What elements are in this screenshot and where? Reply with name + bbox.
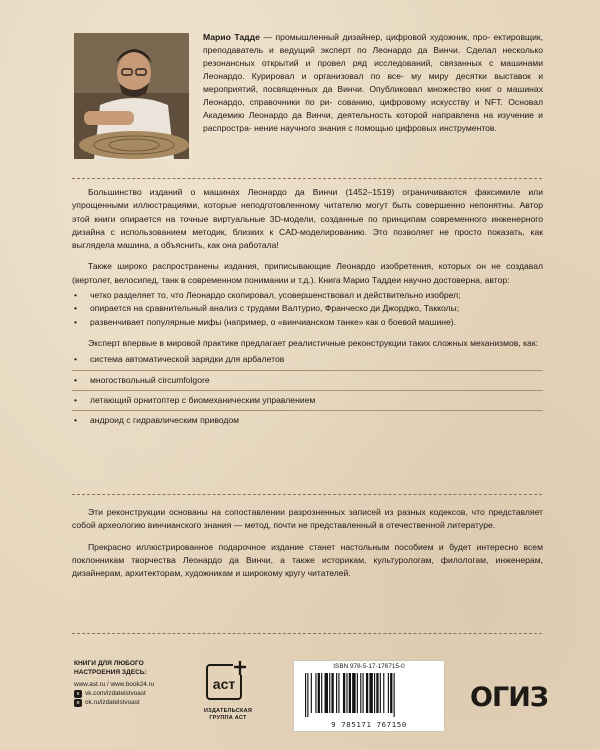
paragraph: Большинство изданий о машинах Леонардо да Винчи (1452–1519) ограничиваются факсимиле или упрощенными иллюстрациями, которые неподготовленному читателю могут быть совершенно непонятны. Автор этой книги опирается на точные виртуальные 3D-модели, созданные по принципам современного инженерного дизайна с использованием методик, близких к CAD-моделированию. Это позволяет не просто показать, как выглядела машина, а объяснить, как она работала! [72, 187, 543, 251]
isbn-label: ISBN 978-5-17-176715-0 [333, 663, 405, 670]
ok-link[interactable] [74, 698, 214, 707]
vk-icon: v [74, 690, 82, 698]
ok-text[interactable]: ok.ru/izdatelstvoast [85, 699, 140, 706]
vk-text[interactable]: vk.com/izdatelstvoast [85, 690, 146, 697]
ogiz-logo-text: ОГИЗ [470, 682, 548, 713]
publisher-name-line: ГРУППА АСТ [209, 715, 247, 721]
list-item: • летающий орнитоптер с биомеханическим управлением [72, 394, 543, 411]
vk-link[interactable] [74, 689, 214, 698]
author-bio-line: нение научного знания с помощью цифровых инструментов. [254, 123, 497, 133]
paragraph: Эти реконструкции основаны на сопоставлении разрозненных записей из разных кодексов, что представляет собой археологию винчианского знания — метод, почти не представленный в отечественной литературе. [72, 507, 543, 531]
list-item: • многоствольный circumfolgore [72, 374, 543, 391]
author-bio-line: му миру десятки выставок и мероприятий, посвященных да Винчи. [203, 71, 544, 94]
author-bio-line: Сделал несколько резонансных открытий и провел ряд исследований, [203, 45, 543, 68]
author-bio-line: ектировщик, преподаватель и ведущий эксперт по Леонардо да Винчи. [203, 32, 544, 55]
book-conclusion [72, 506, 543, 580]
author-bio-line: да Винчи, деятельность которой направлена на изучение и распростра- [203, 110, 543, 133]
book-description [72, 186, 543, 433]
links-heading-line: НАСТРОЕНИЯ ЗДЕСЬ: [74, 668, 147, 676]
paragraph: Эксперт впервые в мировой практике предлагает реалистичные реконструкции таких сложных механизмов, как: [88, 337, 538, 348]
author-bio-line: — промышленный дизайнер, цифровой художник, про- [263, 32, 490, 42]
divider [72, 633, 542, 634]
publisher-name-line: ИЗДАТЕЛЬСКАЯ [203, 708, 253, 714]
author-bio-line: связанных с машинами Леонардо. Курировал и организовал по все- [203, 58, 543, 81]
barcode-bars [303, 673, 435, 717]
list-item: • система автоматической зарядки для арбалетов [72, 353, 543, 370]
sites-text[interactable]: www.ast.ru / www.book24.ru [74, 681, 155, 688]
paragraph: Также широко распространены издания, приписывающие Леонардо изобретения, которых он не создавал (вертолет, велосипед, танк в современном понимании и т.д.). Книга Марио Таддеи научно достоверна, автор: [72, 261, 543, 285]
ast-logo [203, 659, 253, 729]
divider [72, 494, 542, 495]
barcode-number: 9 785171 767150 [331, 720, 407, 729]
barcode [293, 660, 445, 732]
divider [72, 178, 542, 179]
list-item: • развенчивает популярные мифы (например, о «винчианском танке» как о боевой машине). [72, 316, 543, 329]
author-bio-line: сованию, цифровому искусству и NFT. Основал Академию Леонардо [203, 97, 543, 120]
publisher-links [74, 660, 214, 707]
ast-mark-icon [203, 659, 253, 703]
ast-logo-text: аст [212, 676, 236, 692]
author-bio-line: Опубликовал множество книг о машинах Леонардо, справочники по ри- [203, 84, 543, 107]
list-item: • андроид с гидравлическим приводом [72, 414, 543, 430]
ok-icon: o [74, 699, 82, 707]
list-item: • четко разделяет то, что Леонардо скопировал, усовершенствовал и действительно изобрел; [72, 289, 543, 302]
links-heading-line: КНИГИ ДЛЯ ЛЮБОГО [74, 660, 144, 667]
sites-link[interactable] [74, 680, 214, 689]
paragraph: Прекрасно иллюстрированное подарочное издание станет настольным пособием и будет интересно всем поклонникам творчества Леонардо да Винчи, а также историкам, культурологам, филологам, инженерам, дизайнерам, архитекторам, художникам и широкому кругу читателей. [72, 541, 543, 579]
mechanisms-list [72, 353, 543, 430]
author-name: Марио Тадде [203, 32, 260, 42]
ogiz-logo [470, 678, 548, 713]
author-features-list [72, 289, 543, 329]
author-bio [203, 31, 543, 135]
list-item: • опирается на сравнительный анализ с трудами Валтурио, Франческо ди Джорджо, Такколы; [72, 302, 543, 315]
author-photo [74, 33, 189, 159]
links-heading [74, 660, 214, 677]
